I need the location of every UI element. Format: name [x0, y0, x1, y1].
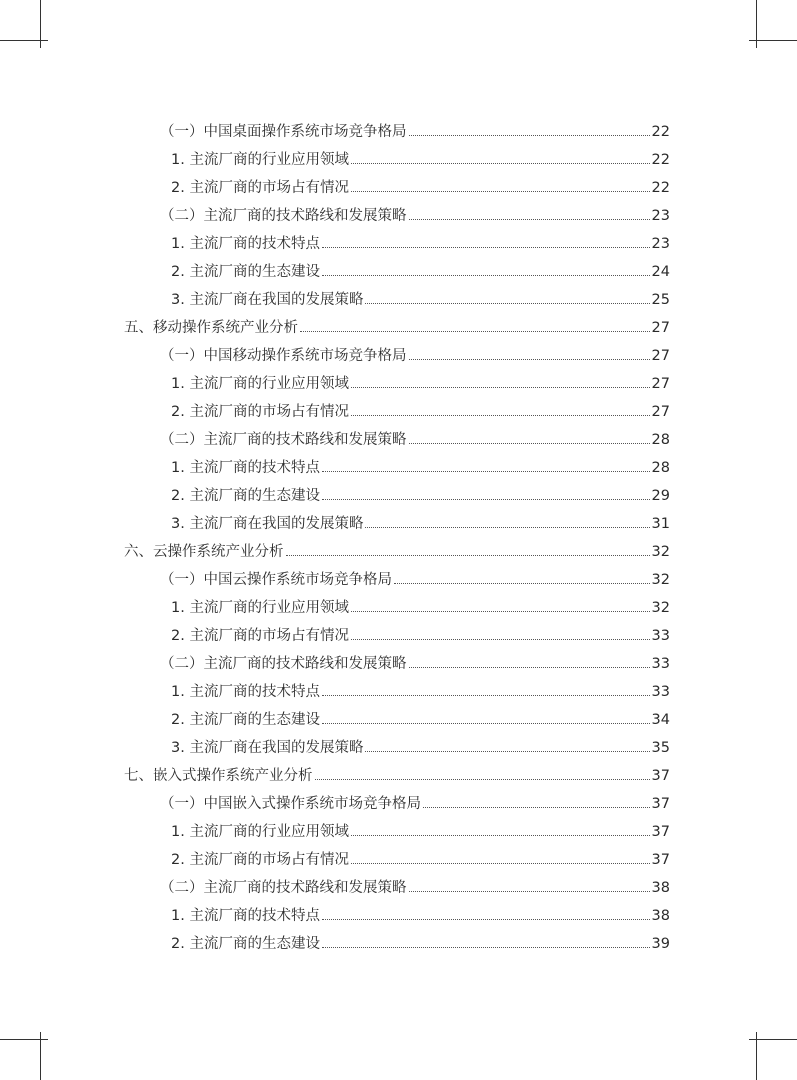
- toc-entry-title: （二）主流厂商的技术路线和发展策略: [160, 880, 407, 896]
- toc-entry-title: （二）主流厂商的技术路线和发展策略: [160, 656, 407, 672]
- toc-page-number: 28: [651, 460, 670, 476]
- toc-dot-leader: [286, 555, 650, 556]
- toc-entry[interactable]: [171, 594, 670, 622]
- toc-entry[interactable]: [160, 202, 670, 230]
- toc-entry[interactable]: [160, 566, 670, 594]
- toc-dot-leader: [322, 947, 650, 948]
- toc-dot-leader: [365, 751, 649, 752]
- toc-entry[interactable]: [160, 874, 670, 902]
- toc-dot-leader: [322, 919, 650, 920]
- toc-entry[interactable]: [171, 678, 670, 706]
- toc-entry-title: 1. 主流厂商的技术特点: [171, 908, 320, 924]
- toc-entry[interactable]: [171, 706, 670, 734]
- toc-page-number: 33: [651, 684, 670, 700]
- toc-entry-title: （二）主流厂商的技术路线和发展策略: [160, 208, 407, 224]
- toc-dot-leader: [351, 863, 650, 864]
- toc-entry-title: 1. 主流厂商的行业应用领域: [171, 824, 349, 840]
- toc-page-number: 37: [651, 852, 670, 868]
- toc-page-number: 27: [651, 348, 670, 364]
- toc-page-number: 32: [651, 544, 670, 560]
- toc-entry[interactable]: [171, 230, 670, 258]
- toc-page-number: 23: [651, 236, 670, 252]
- toc-dot-leader: [351, 163, 650, 164]
- toc-entry[interactable]: [171, 510, 670, 538]
- toc-page-number: 23: [651, 208, 670, 224]
- toc-entry[interactable]: [171, 258, 670, 286]
- toc-entry[interactable]: [171, 846, 670, 874]
- toc-page-number: 32: [651, 572, 670, 588]
- toc-page-number: 33: [651, 628, 670, 644]
- toc-page-number: 32: [651, 600, 670, 616]
- toc-entry-title: 五、移动操作系统产业分析: [124, 320, 298, 336]
- toc-entry-title: 1. 主流厂商的行业应用领域: [171, 376, 349, 392]
- toc-page-number: 27: [651, 404, 670, 420]
- toc-page-number: 37: [651, 796, 670, 812]
- toc-entry[interactable]: [171, 454, 670, 482]
- toc-entry[interactable]: [124, 762, 670, 790]
- toc-dot-leader: [315, 779, 650, 780]
- toc-entry-title: （一）中国嵌入式操作系统市场竞争格局: [160, 796, 421, 812]
- toc-page-number: 38: [651, 908, 670, 924]
- toc-page-number: 27: [651, 376, 670, 392]
- toc-entry[interactable]: [124, 314, 670, 342]
- toc-page-number: 39: [651, 936, 670, 952]
- toc-entry-title: 2. 主流厂商的生态建设: [171, 264, 320, 280]
- toc-dot-leader: [351, 415, 650, 416]
- toc-entry[interactable]: [171, 286, 670, 314]
- toc-entry-title: （一）中国云操作系统市场竞争格局: [160, 572, 392, 588]
- toc-entry-title: 2. 主流厂商的生态建设: [171, 488, 320, 504]
- toc-dot-leader: [351, 835, 650, 836]
- toc-page-number: 34: [651, 712, 670, 728]
- toc-page-number: 35: [651, 740, 670, 756]
- toc-entry[interactable]: [160, 118, 670, 146]
- toc-dot-leader: [365, 527, 649, 528]
- toc-entry-title: 1. 主流厂商的技术特点: [171, 684, 320, 700]
- toc-dot-leader: [423, 807, 650, 808]
- toc-entry[interactable]: [171, 818, 670, 846]
- toc-entry[interactable]: [160, 790, 670, 818]
- toc-page-number: 38: [651, 880, 670, 896]
- toc-entry[interactable]: [171, 146, 670, 174]
- toc-page-number: 25: [651, 292, 670, 308]
- toc-entry-title: 2. 主流厂商的生态建设: [171, 712, 320, 728]
- toc-page-number: 33: [651, 656, 670, 672]
- toc-page-number: 29: [651, 488, 670, 504]
- toc-dot-leader: [409, 359, 650, 360]
- toc-page-number: 31: [651, 516, 670, 532]
- toc-dot-leader: [300, 331, 650, 332]
- toc-page-number: 37: [651, 768, 670, 784]
- toc-dot-leader: [409, 443, 650, 444]
- toc-dot-leader: [409, 891, 650, 892]
- toc-entry[interactable]: [160, 650, 670, 678]
- toc-entry-title: 2. 主流厂商的市场占有情况: [171, 628, 349, 644]
- toc-entry[interactable]: [171, 174, 670, 202]
- toc-dot-leader: [394, 583, 650, 584]
- toc-entry[interactable]: [171, 902, 670, 930]
- toc-dot-leader: [322, 723, 650, 724]
- toc-entry-title: 3. 主流厂商在我国的发展策略: [171, 740, 364, 756]
- toc-page-number: 37: [651, 824, 670, 840]
- toc-entry[interactable]: [171, 482, 670, 510]
- toc-entry[interactable]: [171, 398, 670, 426]
- toc-entry[interactable]: [171, 734, 670, 762]
- toc-entry[interactable]: [124, 538, 670, 566]
- toc-entry-title: （二）主流厂商的技术路线和发展策略: [160, 432, 407, 448]
- toc-entry-title: 1. 主流厂商的技术特点: [171, 236, 320, 252]
- toc-dot-leader: [351, 387, 650, 388]
- toc-entry-title: （一）中国桌面操作系统市场竞争格局: [160, 124, 407, 140]
- toc-dot-leader: [409, 135, 650, 136]
- toc-entry-title: 1. 主流厂商的技术特点: [171, 460, 320, 476]
- toc-entry-title: 2. 主流厂商的市场占有情况: [171, 852, 349, 868]
- toc-entry-title: 2. 主流厂商的市场占有情况: [171, 404, 349, 420]
- toc-dot-leader: [351, 611, 650, 612]
- toc-entry-title: 1. 主流厂商的行业应用领域: [171, 600, 349, 616]
- toc-entry[interactable]: [171, 370, 670, 398]
- toc-entry[interactable]: [171, 622, 670, 650]
- toc-dot-leader: [322, 247, 650, 248]
- toc-dot-leader: [351, 639, 650, 640]
- toc-page-number: 22: [651, 180, 670, 196]
- toc-dot-leader: [322, 471, 650, 472]
- toc-dot-leader: [409, 667, 650, 668]
- toc-entry-title: 3. 主流厂商在我国的发展策略: [171, 516, 364, 532]
- toc-entry-title: （一）中国移动操作系统市场竞争格局: [160, 348, 407, 364]
- toc-entry-title: 1. 主流厂商的行业应用领域: [171, 152, 349, 168]
- toc-page-number: 27: [651, 320, 670, 336]
- toc-dot-leader: [322, 275, 650, 276]
- toc-entry-title: 六、云操作系统产业分析: [124, 544, 284, 560]
- toc-page-number: 22: [651, 124, 670, 140]
- toc-entry[interactable]: [160, 342, 670, 370]
- toc-dot-leader: [322, 695, 650, 696]
- toc-entry-title: 3. 主流厂商在我国的发展策略: [171, 292, 364, 308]
- toc-entry[interactable]: [171, 930, 670, 958]
- toc-entry-title: 2. 主流厂商的生态建设: [171, 936, 320, 952]
- toc-dot-leader: [351, 191, 650, 192]
- toc-page-number: 28: [651, 432, 670, 448]
- toc-entry-title: 2. 主流厂商的市场占有情况: [171, 180, 349, 196]
- toc-entry[interactable]: [160, 426, 670, 454]
- toc-dot-leader: [409, 219, 650, 220]
- toc-entry-title: 七、嵌入式操作系统产业分析: [124, 768, 313, 784]
- toc-page-number: 22: [651, 152, 670, 168]
- toc-dot-leader: [365, 303, 649, 304]
- toc-dot-leader: [322, 499, 650, 500]
- toc-page-number: 24: [651, 264, 670, 280]
